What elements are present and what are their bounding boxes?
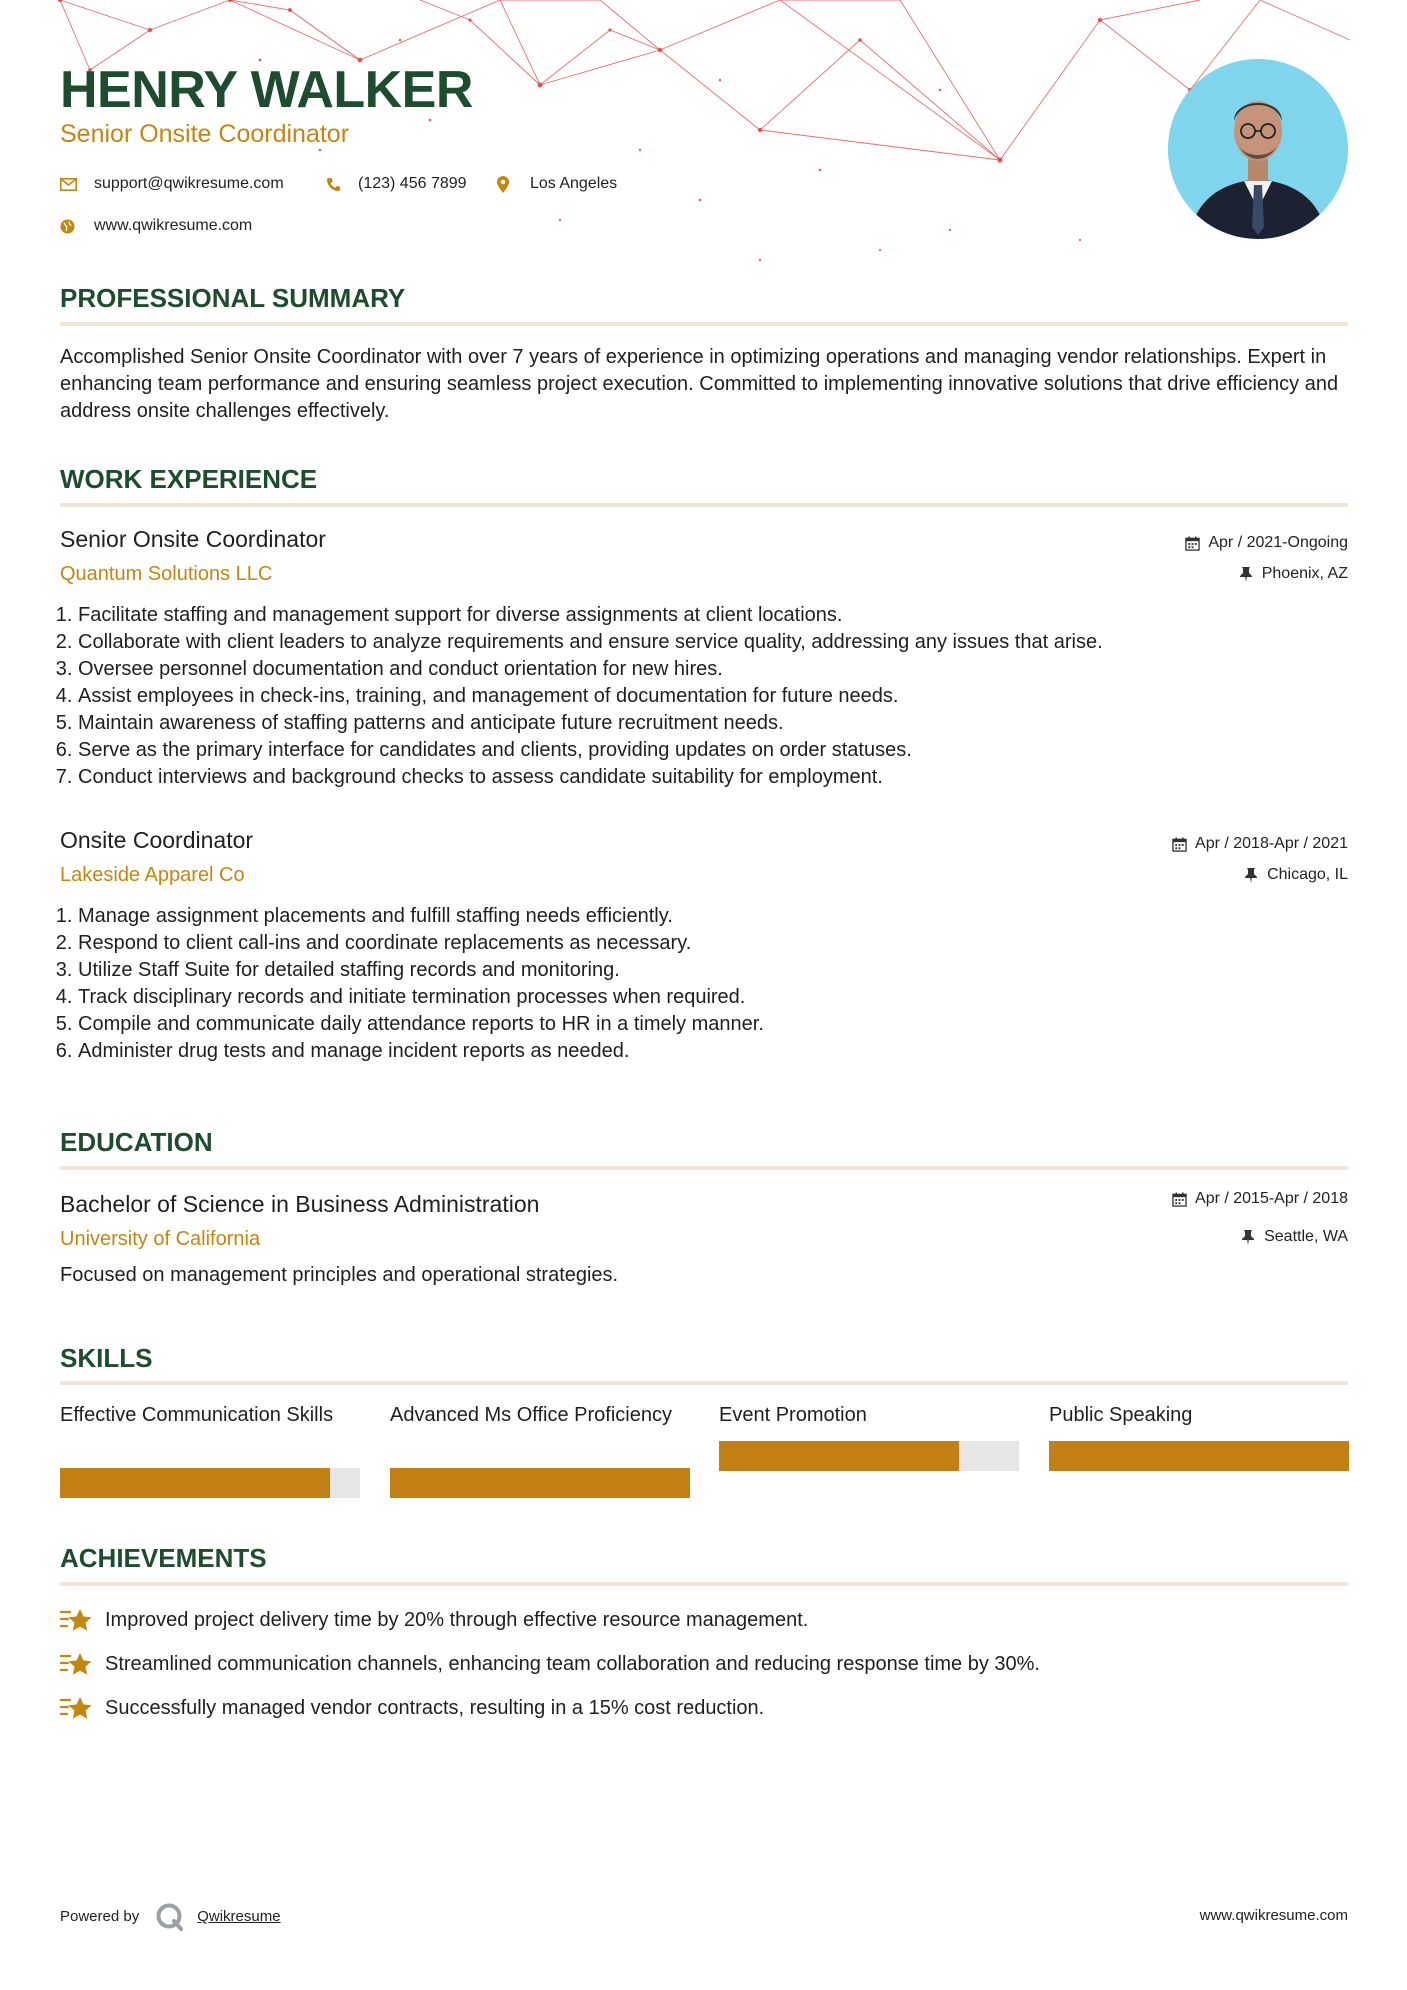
profile-photo bbox=[1168, 59, 1348, 239]
experience-section-title: WORK EXPERIENCE bbox=[60, 464, 318, 494]
list-item: 5. Compile and communicate daily attendance reports to HR in a timely manner. bbox=[78, 1011, 1338, 1038]
contact-phone[interactable] bbox=[326, 173, 467, 195]
list-item: 3. Utilize Staff Suite for detailed staffing records and monitoring. bbox=[78, 957, 1338, 984]
education-description: Focused on management principles and operational strategies. bbox=[60, 1264, 619, 1286]
calendar-icon bbox=[1183, 534, 1201, 552]
pushpin-icon bbox=[1237, 565, 1255, 583]
achievement-text: Successfully managed vendor contracts, resulting in a 15% cost reduction. bbox=[105, 1696, 765, 1719]
job-location-text: Phoenix, AZ bbox=[1261, 565, 1348, 582]
education-section-title: EDUCATION bbox=[60, 1127, 213, 1157]
list-item: 6. Administer drug tests and manage incident reports as needed. bbox=[78, 1038, 1338, 1065]
job-title: Senior Onsite Coordinator bbox=[60, 526, 326, 552]
skill-item bbox=[1049, 1402, 1349, 1429]
skill-bar-fill bbox=[390, 1468, 690, 1498]
contact-website[interactable] bbox=[60, 215, 252, 237]
person-portrait-icon bbox=[1168, 59, 1348, 239]
skill-bar-fill bbox=[60, 1468, 330, 1498]
skill-label: Effective Communication Skills bbox=[60, 1404, 334, 1426]
email-text: support@qwikresume.com bbox=[94, 175, 284, 192]
skill-item bbox=[60, 1402, 360, 1429]
education-divider bbox=[60, 1166, 1348, 1170]
list-item: 3. Oversee personnel documentation and conduct orientation for new hires. bbox=[78, 656, 1338, 683]
skill-bar bbox=[390, 1468, 690, 1498]
list-item: 2. Respond to client call-ins and coordinate replacements as necessary. bbox=[78, 930, 1338, 957]
list-item: 4. Assist employees in check-ins, training, and management of documentation for future needs. bbox=[78, 683, 1338, 710]
summary-divider bbox=[60, 322, 1348, 326]
qwikresume-link[interactable]: Qwikresume bbox=[197, 1908, 281, 1925]
skill-bar bbox=[719, 1441, 1019, 1471]
company-name: Quantum Solutions LLC bbox=[60, 563, 273, 585]
skill-label: Public Speaking bbox=[1049, 1404, 1193, 1426]
star-badge-icon bbox=[60, 1650, 94, 1678]
experience-divider bbox=[60, 503, 1348, 507]
job-title: Onsite Coordinator bbox=[60, 827, 254, 853]
job-location-text: Chicago, IL bbox=[1267, 866, 1348, 883]
education-dates-text: Apr / 2015-Apr / 2018 bbox=[1195, 1190, 1348, 1207]
skills-divider bbox=[60, 1381, 1348, 1385]
skills-section-title: SKILLS bbox=[60, 1343, 153, 1373]
education-location-text: Seattle, WA bbox=[1264, 1228, 1348, 1245]
phone-icon bbox=[326, 173, 346, 195]
star-badge-icon bbox=[60, 1694, 94, 1722]
footer-site[interactable]: www.qwikresume.com bbox=[1199, 1907, 1348, 1924]
summary-section-title: PROFESSIONAL SUMMARY bbox=[60, 283, 406, 313]
calendar-icon bbox=[1170, 1190, 1188, 1208]
calendar-icon bbox=[1170, 835, 1188, 853]
location-text: Los Angeles bbox=[530, 175, 618, 192]
list-item: 1. Facilitate staffing and management support for diverse assignments at client locations. bbox=[78, 602, 1338, 629]
list-item: 1. Manage assignment placements and fulfill staffing needs efficiently. bbox=[78, 903, 1338, 930]
school-name: University of California bbox=[60, 1228, 261, 1250]
achievement-item bbox=[60, 1649, 1040, 1679]
job-location bbox=[1242, 864, 1348, 886]
candidate-role: Senior Onsite Coordinator bbox=[60, 120, 350, 148]
job-location bbox=[1237, 563, 1348, 585]
skill-bar-fill bbox=[719, 1441, 959, 1471]
job-dates bbox=[1183, 532, 1348, 554]
footer-powered-by bbox=[60, 1902, 281, 1932]
skill-item bbox=[719, 1402, 1019, 1429]
education-location bbox=[1239, 1226, 1348, 1248]
phone-text: (123) 456 7899 bbox=[358, 175, 467, 192]
job-dates-text: Apr / 2018-Apr / 2021 bbox=[1195, 835, 1348, 852]
summary-text: Accomplished Senior Onsite Coordinator with over 7 years of experience in optimizing operations and managing vendor relationships. Expert in enhancing team performance and ensuring seamless project execution. Committed to implementing innovative solutions that drive efficiency and address onsite challenges effectively. bbox=[60, 346, 1339, 422]
list-item: 6. Serve as the primary interface for candidates and clients, providing updates on order statuses. bbox=[78, 737, 1338, 764]
qwikresume-logo-icon bbox=[155, 1902, 185, 1932]
skill-bar bbox=[1049, 1441, 1349, 1471]
skill-bar bbox=[60, 1468, 360, 1498]
contact-location bbox=[497, 173, 617, 195]
map-marker-icon bbox=[497, 173, 513, 195]
list-item: 7. Conduct interviews and background checks to assess candidate suitability for employment. bbox=[78, 764, 1338, 791]
company-name: Lakeside Apparel Co bbox=[60, 864, 245, 886]
list-item: 5. Maintain awareness of staffing patterns and anticipate future recruitment needs. bbox=[78, 710, 1338, 737]
website-text: www.qwikresume.com bbox=[94, 217, 253, 234]
list-item: 4. Track disciplinary records and initiate termination processes when required. bbox=[78, 984, 1338, 1011]
achievements-section-title: ACHIEVEMENTS bbox=[60, 1543, 267, 1573]
job-bullets bbox=[50, 602, 1338, 791]
achievement-text: Improved project delivery time by 20% through effective resource management. bbox=[105, 1608, 809, 1631]
skill-bar-fill bbox=[1049, 1441, 1349, 1471]
skill-label: Advanced Ms Office Proficiency bbox=[390, 1404, 672, 1426]
pushpin-icon bbox=[1239, 1228, 1257, 1246]
achievement-item bbox=[60, 1605, 808, 1635]
job-dates-text: Apr / 2021-Ongoing bbox=[1208, 534, 1348, 551]
powered-by-text: Powered by bbox=[60, 1908, 140, 1925]
job-dates bbox=[1170, 833, 1348, 855]
achievements-divider bbox=[60, 1582, 1348, 1586]
achievement-item bbox=[60, 1693, 764, 1723]
envelope-icon bbox=[60, 173, 84, 195]
job-bullets bbox=[50, 903, 1338, 1065]
candidate-name: HENRY WALKER bbox=[60, 61, 473, 119]
globe-icon bbox=[60, 215, 84, 237]
list-item: 2. Collaborate with client leaders to analyze requirements and ensure service quality, addressing any issues that arise. bbox=[78, 629, 1338, 656]
pushpin-icon bbox=[1242, 866, 1260, 884]
degree-title: Bachelor of Science in Business Administration bbox=[60, 1191, 540, 1217]
skill-item bbox=[390, 1402, 690, 1429]
education-dates bbox=[1170, 1188, 1348, 1210]
achievement-text: Streamlined communication channels, enhancing team collaboration and reducing response time by 30%. bbox=[105, 1652, 1040, 1675]
skill-label: Event Promotion bbox=[719, 1404, 867, 1426]
contact-email[interactable] bbox=[60, 173, 284, 195]
star-badge-icon bbox=[60, 1606, 94, 1634]
